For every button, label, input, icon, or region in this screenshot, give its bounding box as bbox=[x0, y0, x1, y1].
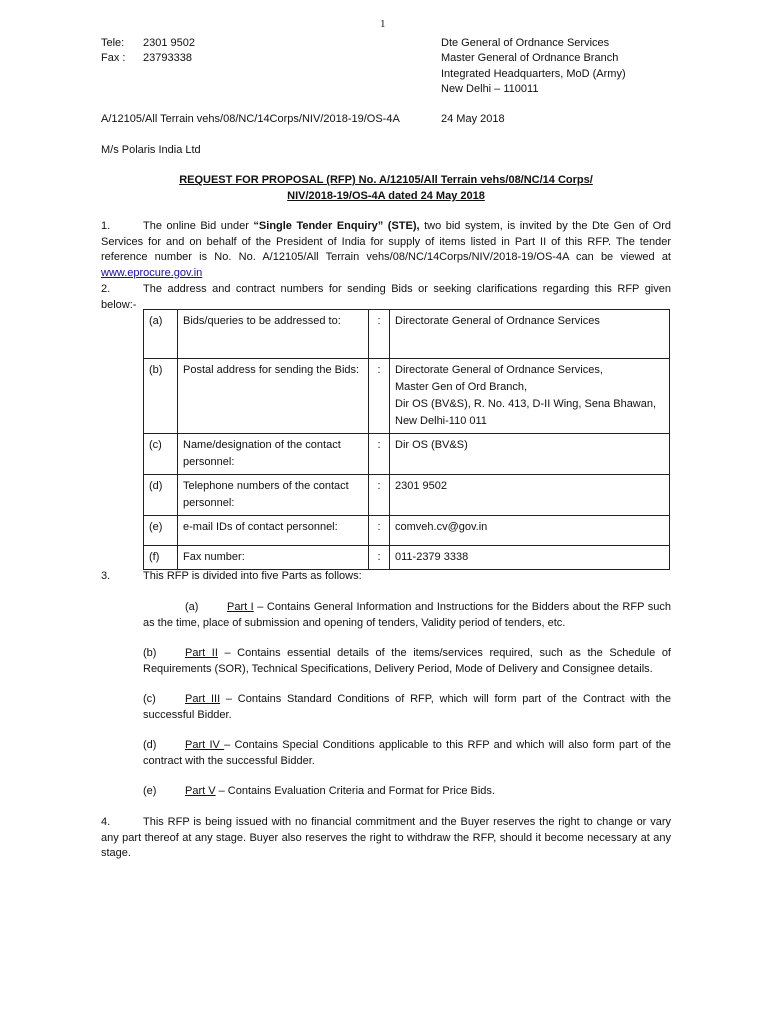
paragraph-1-text-b: two bid system, is invited by the Dte Gen of Ord Services for and on behalf of the President of India for supply of items listed in Part II of this RFP. The tender reference number is No. No. A/12105/All Terrain vehs/08/NC/14Corps/NIV/2018-19/OS-4A can be viewed at bbox=[101, 220, 671, 263]
row-id: (c) bbox=[144, 434, 178, 475]
table-row bbox=[144, 516, 670, 546]
eprocure-link[interactable]: www.eprocure.gov.in bbox=[101, 266, 203, 279]
fax-value: 23793338 bbox=[143, 52, 192, 64]
part-a-id: (a) bbox=[185, 601, 199, 613]
table-row bbox=[144, 475, 670, 516]
reference-number: A/12105/All Terrain vehs/08/NC/14Corps/NIV/2018-19/OS-4A bbox=[101, 113, 400, 125]
row-separator: : bbox=[369, 546, 390, 570]
row-id: (e) bbox=[144, 516, 178, 546]
row-label: Postal address for sending the Bids: bbox=[178, 359, 369, 434]
part-a-text: – Contains General Information and Instructions for the Bidders about the RFP such as the time, place of submission and opening of tenders, Validity period of tenders, etc. bbox=[143, 601, 671, 629]
row-label: Name/designation of the contact personnel: bbox=[178, 434, 369, 475]
row-value bbox=[390, 359, 670, 434]
paragraph-4-number: 4. bbox=[101, 816, 111, 828]
part-a bbox=[143, 600, 671, 631]
row-value: Dir OS (BV&S) bbox=[390, 434, 670, 475]
row-id: (b) bbox=[144, 359, 178, 434]
part-d-name: Part IV bbox=[185, 739, 225, 751]
row-label: e-mail IDs of contact personnel: bbox=[178, 516, 369, 546]
paragraph-3-text: This RFP is divided into five Parts as follows: bbox=[143, 570, 362, 582]
address-line-3: Integrated Headquarters, MoD (Army) bbox=[441, 68, 626, 80]
row-label: Telephone numbers of the contact personnel: bbox=[178, 475, 369, 516]
part-a-name: Part I bbox=[227, 601, 254, 613]
row-separator: : bbox=[369, 475, 390, 516]
row-value: 011-2379 3338 bbox=[390, 546, 670, 570]
address-line-1: Dte General of Ordnance Services bbox=[441, 37, 610, 49]
address-line-4: New Delhi – 110011 bbox=[441, 83, 539, 95]
postal-line-2: Master Gen of Ord Branch, bbox=[395, 381, 528, 393]
page-number: 1 bbox=[380, 18, 386, 30]
row-id: (a) bbox=[144, 310, 178, 359]
paragraph-1-text-a: The online Bid under bbox=[143, 220, 254, 232]
postal-line-3: Dir OS (BV&S), R. No. 413, D-II Wing, Sena Bhawan, bbox=[395, 398, 657, 410]
contact-table bbox=[143, 309, 670, 570]
paragraph-2-text: The address and contract numbers for sending Bids or seeking clarifications regarding this RFP given below:- bbox=[101, 283, 671, 311]
fax-label: Fax : bbox=[101, 52, 126, 64]
rfp-title-line-1: REQUEST FOR PROPOSAL (RFP) No. A/12105/All Terrain vehs/08/NC/14 Corps/ bbox=[179, 174, 593, 186]
letter-date: 24 May 2018 bbox=[441, 113, 505, 125]
paragraph-1-bold: “Single Tender Enquiry” (STE), bbox=[253, 220, 420, 232]
row-label: Bids/queries to be addressed to: bbox=[178, 310, 369, 359]
part-c-id: (c) bbox=[143, 693, 156, 705]
part-d-id: (d) bbox=[143, 739, 157, 751]
part-d bbox=[143, 738, 671, 769]
postal-line-1: Directorate General of Ordnance Services, bbox=[395, 364, 603, 376]
row-separator: : bbox=[369, 434, 390, 475]
row-separator: : bbox=[369, 359, 390, 434]
row-id: (f) bbox=[144, 546, 178, 570]
table-row bbox=[144, 310, 670, 359]
row-separator: : bbox=[369, 516, 390, 546]
table-row bbox=[144, 434, 670, 475]
paragraph-2-number: 2. bbox=[101, 283, 111, 295]
row-value: Directorate General of Ordnance Services bbox=[390, 310, 670, 359]
row-id: (d) bbox=[144, 475, 178, 516]
address-line-2: Master General of Ordnance Branch bbox=[441, 52, 619, 64]
part-e-id: (e) bbox=[143, 785, 157, 797]
rfp-title-line-2: NIV/2018-19/OS-4A dated 24 May 2018 bbox=[287, 190, 485, 202]
part-b-id: (b) bbox=[143, 647, 157, 659]
table-row bbox=[144, 546, 670, 570]
part-e-name: Part V bbox=[185, 785, 216, 797]
tele-value: 2301 9502 bbox=[143, 37, 195, 49]
paragraph-4-text: This RFP is being issued with no financial commitment and the Buyer reserves the right to change or vary any part thereof at any stage. Buyer also reserves the right to withdraw the RFP, should it become necessary at any stage. bbox=[101, 816, 671, 859]
addressee: M/s Polaris India Ltd bbox=[101, 144, 201, 156]
paragraph-1-number: 1. bbox=[101, 220, 111, 232]
part-b-name: Part II bbox=[185, 647, 218, 659]
part-c bbox=[143, 692, 671, 723]
paragraph-4 bbox=[101, 815, 671, 862]
row-separator: : bbox=[369, 310, 390, 359]
postal-line-4: New Delhi-110 011 bbox=[395, 415, 487, 427]
tele-label: Tele: bbox=[101, 37, 125, 49]
part-c-text: – Contains Standard Conditions of RFP, which will form part of the Contract with the successful Bidder. bbox=[143, 693, 671, 721]
part-d-text: – Contains Special Conditions applicable to this RFP and which will also form part of the contract with the successful Bidder. bbox=[143, 739, 671, 767]
table-row bbox=[144, 359, 670, 434]
part-b bbox=[143, 646, 671, 677]
part-e-text: – Contains Evaluation Criteria and Format for Price Bids. bbox=[215, 785, 495, 797]
paragraph-1 bbox=[101, 219, 671, 281]
row-value: 2301 9502 bbox=[390, 475, 670, 516]
row-value: comveh.cv@gov.in bbox=[390, 516, 670, 546]
part-e bbox=[143, 784, 671, 800]
part-c-name: Part III bbox=[185, 693, 221, 705]
part-b-text: – Contains essential details of the items/services required, such as the Schedule of Requirements (SOR), Technical Specifications, Delivery Period, Mode of Delivery and Consignee details. bbox=[143, 647, 671, 675]
row-label: Fax number: bbox=[178, 546, 369, 570]
paragraph-3 bbox=[101, 569, 671, 585]
paragraph-3-number: 3. bbox=[101, 570, 111, 582]
